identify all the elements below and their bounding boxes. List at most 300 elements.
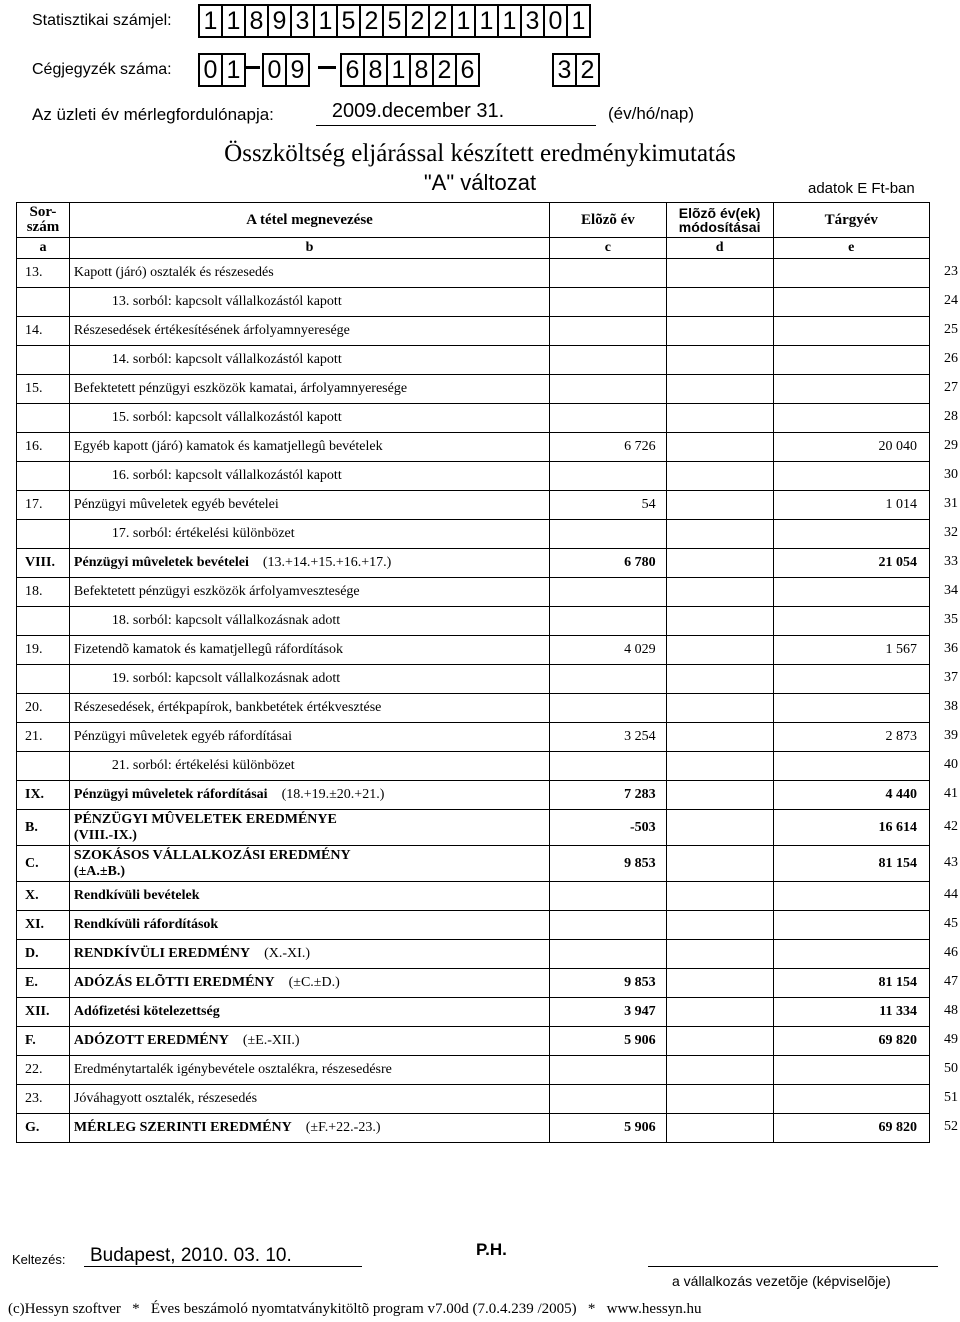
current-year-value: 16 614 [773,810,929,846]
current-year-value [773,665,929,694]
current-year-value [773,317,929,346]
digit-box: 2 [428,4,453,38]
row-name [69,846,549,882]
current-year-value [773,882,929,911]
row-number: C. [17,846,70,882]
modification-value [666,636,773,665]
row-name [69,259,549,288]
table-row [17,549,930,578]
digit-box: 8 [363,53,388,87]
modification-value [666,694,773,723]
row-number: 16. [17,433,70,462]
income-statement-table [16,202,930,1143]
row-number [17,404,70,433]
row-number: 21. [17,723,70,752]
col-letter-b: b [69,238,549,259]
row-number: 15. [17,375,70,404]
row-name [69,911,549,940]
prev-year-value [550,375,667,404]
digit-box: 3 [552,53,577,87]
modification-value [666,810,773,846]
digit-box: 1 [474,4,499,38]
line-number: 46 [944,945,958,960]
table-row [17,723,930,752]
modification-value [666,911,773,940]
reg-dash-2 [318,66,336,69]
table-row [17,781,930,810]
modification-value [666,433,773,462]
line-number: 31 [944,496,958,511]
col-header-name: A tétel megnevezése [69,203,549,238]
modification-value [666,752,773,781]
row-formula: (±F.+22.-23.) [305,1120,381,1135]
row-name [69,549,549,578]
digit-box: 0 [198,53,223,87]
row-name-text: Rendkívüli bevételek [73,888,200,903]
row-name [69,882,549,911]
table-row [17,998,930,1027]
current-year-value: 1 014 [773,491,929,520]
current-year-value: 69 820 [773,1114,929,1143]
row-name-text: ADÓZOTT EREDMÉNY [73,1033,229,1048]
prev-year-value [550,940,667,969]
row-name-text: RENDKÍVÜLI EREDMÉNY [73,946,251,961]
line-number: 45 [944,916,958,931]
current-year-value [773,346,929,375]
line-number: 27 [944,380,958,395]
row-name-text: Pénzügyi mûveletek bevételei [73,555,249,570]
current-year-value [773,1056,929,1085]
line-number: 41 [944,786,958,801]
modification-value [666,940,773,969]
table-letter-row [17,238,930,259]
modification-value [666,969,773,998]
table-row [17,810,930,846]
prev-year-value [550,317,667,346]
current-year-value: 1 567 [773,636,929,665]
row-number: 17. [17,491,70,520]
line-number: 34 [944,583,958,598]
modification-value [666,549,773,578]
digit-box: 0 [262,53,287,87]
col-header-curr: Tárgyév [773,203,929,238]
line-number: 37 [944,670,958,685]
digit-box: 0 [543,4,568,38]
page-title: Összköltség eljárással készített eredménykimutatás [224,140,736,167]
current-year-value: 20 040 [773,433,929,462]
prev-year-value [550,578,667,607]
prev-year-value: 9 853 [550,969,667,998]
line-number: 25 [944,322,958,337]
row-number: B. [17,810,70,846]
digit-box: 1 [451,4,476,38]
signature-line [648,1248,938,1267]
table-row [17,882,930,911]
current-year-value [773,288,929,317]
line-number: 49 [944,1032,958,1047]
row-name [69,940,549,969]
digit-box: 1 [313,4,338,38]
row-name [69,636,549,665]
date-unit: (év/hó/nap) [608,104,694,123]
reg-number-boxes-1 [198,53,244,87]
row-name [69,665,549,694]
digit-box: 1 [221,53,246,87]
current-year-value: 81 154 [773,846,929,882]
row-name [69,810,549,846]
modification-value [666,578,773,607]
row-name-text: Befektetett pénzügyi eszközök kamatai, árfolyamnyeresége [73,381,408,396]
row-formula: (±C.±D.) [288,975,340,990]
row-name-line2: (±A.±B.) [73,863,126,879]
current-year-value [773,259,929,288]
row-formula: (X.-XI.) [264,946,310,961]
prev-year-value [550,346,667,375]
table-row [17,1114,930,1143]
line-number: 32 [944,525,958,540]
row-number [17,520,70,549]
current-year-value [773,694,929,723]
row-name-text: ADÓZÁS ELÕTTI EREDMÉNY [73,975,275,990]
row-name-text: 18. sorból: kapcsolt vállalkozásnak adott [111,613,341,628]
digit-box: 6 [340,53,365,87]
row-number: 19. [17,636,70,665]
current-year-value [773,375,929,404]
modification-value [666,462,773,491]
current-year-value: 69 820 [773,1027,929,1056]
table-row [17,259,930,288]
row-name-text: 15. sorból: kapcsolt vállalkozástól kapott [111,410,342,425]
prev-year-value: -503 [550,810,667,846]
prev-year-value: 6 726 [550,433,667,462]
row-name [69,491,549,520]
prev-year-value: 6 780 [550,549,667,578]
digit-box: 5 [336,4,361,38]
line-number: 51 [944,1090,958,1105]
row-number: XI. [17,911,70,940]
line-number: 26 [944,351,958,366]
row-name [69,1056,549,1085]
modification-value [666,846,773,882]
line-number: 35 [944,612,958,627]
modification-value [666,520,773,549]
row-number [17,462,70,491]
digit-box: 2 [359,4,384,38]
row-name [69,1027,549,1056]
modification-value [666,998,773,1027]
reg-number-boxes-3 [340,53,478,87]
line-number: 47 [944,974,958,989]
digit-box: 1 [566,4,591,38]
row-number [17,665,70,694]
line-number: 44 [944,887,958,902]
row-number: 18. [17,578,70,607]
row-name-text: Eredménytartalék igénybevétele osztalékra, részesedésre [73,1062,392,1077]
row-name [69,1085,549,1114]
table-row [17,433,930,462]
prev-year-value [550,404,667,433]
prev-year-value [550,752,667,781]
digit-box: 2 [575,53,600,87]
col-header-prev: Elõzõ év [550,203,667,238]
table-row [17,520,930,549]
row-number [17,752,70,781]
digit-box: 8 [409,53,434,87]
row-number: 23. [17,1085,70,1114]
digit-box: 1 [198,4,223,38]
line-number: 43 [944,854,958,870]
modification-value [666,288,773,317]
line-number: 50 [944,1061,958,1076]
table-row [17,288,930,317]
digit-box: 9 [267,4,292,38]
reg-label: Cégjegyzék száma: [32,61,172,78]
modification-value [666,259,773,288]
line-number: 30 [944,467,958,482]
digit-box: 9 [285,53,310,87]
row-name-text: Befektetett pénzügyi eszközök árfolyamvesztesége [73,584,360,599]
units-note: adatok E Ft-ban [808,180,915,197]
row-name-text: Részesedések értékesítésének árfolyamnyeresége [73,323,350,338]
current-year-value [773,520,929,549]
row-number: 13. [17,259,70,288]
row-number: 22. [17,1056,70,1085]
place-label: Keltezés: [12,1252,66,1267]
current-year-value [773,607,929,636]
table-row [17,969,930,998]
table-row [17,607,930,636]
line-number: 33 [944,554,958,569]
table-row [17,491,930,520]
prev-year-value: 9 853 [550,846,667,882]
software-footer: (c)Hessyn szoftver * Éves beszámoló nyomtatványkitöltõ program v7.00d (7.0.4.239 /2005) * www.hessyn.hu [8,1301,702,1317]
table-row [17,462,930,491]
modification-value [666,1114,773,1143]
row-number: F. [17,1027,70,1056]
digit-box: 3 [520,4,545,38]
current-year-value: 21 054 [773,549,929,578]
row-formula: (±E.-XII.) [242,1033,300,1048]
row-number: G. [17,1114,70,1143]
table-row [17,940,930,969]
row-name-text: Adófizetési kötelezettség [73,1004,220,1019]
modification-value [666,1085,773,1114]
row-name-line2: (VIII.-IX.) [73,827,137,843]
row-name [69,998,549,1027]
row-name [69,317,549,346]
line-number: 48 [944,1003,958,1018]
digit-box: 2 [432,53,457,87]
row-name-line1: SZOKÁSOS VÁLLALKOZÁSI EREDMÉNY [73,847,351,863]
table-row [17,346,930,375]
row-number: X. [17,882,70,911]
row-name-text: 13. sorból: kapcsolt vállalkozástól kapott [111,294,342,309]
row-number: 14. [17,317,70,346]
row-number: D. [17,940,70,969]
row-name-text: Egyéb kapott (járó) kamatok és kamatjellegû bevételek [73,439,383,454]
table-row [17,1085,930,1114]
row-number [17,346,70,375]
current-year-value: 2 873 [773,723,929,752]
row-number [17,288,70,317]
row-name [69,404,549,433]
line-number: 36 [944,641,958,656]
table-row [17,404,930,433]
digit-box: 1 [497,4,522,38]
prev-year-value [550,520,667,549]
digit-box: 1 [386,53,411,87]
row-name-text: Rendkívüli ráfordítások [73,917,219,932]
table-row [17,375,930,404]
modification-value [666,375,773,404]
prev-year-value: 3 947 [550,998,667,1027]
table-row [17,665,930,694]
modification-value [666,1027,773,1056]
row-name [69,578,549,607]
digit-box: 6 [455,53,480,87]
current-year-value: 4 440 [773,781,929,810]
modification-value [666,346,773,375]
current-year-value: 11 334 [773,998,929,1027]
table-row [17,317,930,346]
date-value: 2009.december 31. [331,100,505,122]
row-formula: (13.+14.+15.+16.+17.) [262,555,392,570]
col-letter-c: c [550,238,667,259]
prev-year-value: 5 906 [550,1114,667,1143]
modification-value [666,1056,773,1085]
table-row [17,636,930,665]
table-row [17,694,930,723]
stat-label: Statisztikai számjel: [32,12,172,29]
col-header-sorszam: Sor- szám [17,203,70,238]
line-number: 42 [944,818,958,834]
digit-box: 3 [290,4,315,38]
table-row [17,1027,930,1056]
row-name [69,375,549,404]
page-subtitle: "A" változat [423,170,537,195]
row-name-text: 14. sorból: kapcsolt vállalkozástól kapott [111,352,342,367]
row-number: 20. [17,694,70,723]
table-row [17,578,930,607]
prev-year-value [550,462,667,491]
col-letter-a: a [17,238,70,259]
reg-number-boxes-2 [262,53,308,87]
line-number: 24 [944,293,958,308]
prev-year-value: 54 [550,491,667,520]
prev-year-value: 3 254 [550,723,667,752]
row-number [17,607,70,636]
row-number: E. [17,969,70,998]
row-name-text: Kapott (járó) osztalék és részesedés [73,265,274,280]
row-name [69,346,549,375]
modification-value [666,317,773,346]
line-number: 38 [944,699,958,714]
row-name-text: 19. sorból: kapcsolt vállalkozásnak adott [111,671,341,686]
current-year-value [773,752,929,781]
prev-year-value: 5 906 [550,1027,667,1056]
date-label: Az üzleti év mérlegfordulónapja: [32,105,274,124]
modification-value [666,781,773,810]
prev-year-value: 7 283 [550,781,667,810]
row-name [69,607,549,636]
prev-year-value [550,259,667,288]
row-name [69,969,549,998]
table-row [17,752,930,781]
digit-box: 2 [405,4,430,38]
col-letter-e: e [773,238,929,259]
modification-value [666,607,773,636]
row-name-text: 16. sorból: kapcsolt vállalkozástól kapott [111,468,342,483]
table-row [17,846,930,882]
current-year-value [773,578,929,607]
row-name [69,752,549,781]
row-name-text: Pénzügyi mûveletek egyéb bevételei [73,497,279,512]
prev-year-value [550,1056,667,1085]
row-name-text: Pénzügyi mûveletek egyéb ráfordításai [73,729,293,744]
row-name [69,781,549,810]
line-number: 52 [944,1119,958,1134]
col-header-mod: Elõzõ év(ek) módosításai [666,203,773,238]
current-year-value [773,911,929,940]
prev-year-value [550,911,667,940]
prev-year-value [550,665,667,694]
digit-box: 1 [221,4,246,38]
row-name-text: Pénzügyi mûveletek ráfordításai [73,787,268,802]
row-number: IX. [17,781,70,810]
signature-label: a vállalkozás vezetõje (képviselõje) [672,1273,891,1289]
current-year-value [773,1085,929,1114]
prev-year-value [550,288,667,317]
row-name-text: 17. sorból: értékelési különbözet [111,526,295,541]
row-name [69,288,549,317]
reg-number-boxes-4 [552,53,598,87]
table-row [17,911,930,940]
stamp-label: P.H. [476,1240,507,1259]
line-number: 29 [944,438,958,453]
table-header-row [17,203,930,238]
modification-value [666,491,773,520]
row-name-text: 21. sorból: értékelési különbözet [111,758,295,773]
current-year-value [773,404,929,433]
row-name-text: Részesedések, értékpapírok, bankbetétek értékvesztése [73,700,382,715]
stat-number-boxes [198,4,589,38]
modification-value [666,665,773,694]
reg-dash-1 [244,66,260,69]
line-number: 28 [944,409,958,424]
row-name-text: MÉRLEG SZERINTI EREDMÉNY [73,1120,292,1135]
table-row [17,1056,930,1085]
digit-box: 5 [382,4,407,38]
current-year-value: 81 154 [773,969,929,998]
line-number: 40 [944,757,958,772]
col-letter-d: d [666,238,773,259]
current-year-value [773,462,929,491]
row-number: XII. [17,998,70,1027]
digit-box: 8 [244,4,269,38]
line-number: 39 [944,728,958,743]
row-name [69,433,549,462]
row-name-text: Fizetendõ kamatok és kamatjellegû ráfordítások [73,642,343,657]
modification-value [666,723,773,752]
prev-year-value [550,882,667,911]
row-formula: (18.+19.±20.+21.) [281,787,385,802]
row-name-text: Jóváhagyott osztalék, részesedés [73,1091,258,1106]
row-name [69,1114,549,1143]
place-value: Budapest, 2010. 03. 10. [90,1245,292,1266]
prev-year-value: 4 029 [550,636,667,665]
modification-value [666,882,773,911]
row-name [69,694,549,723]
